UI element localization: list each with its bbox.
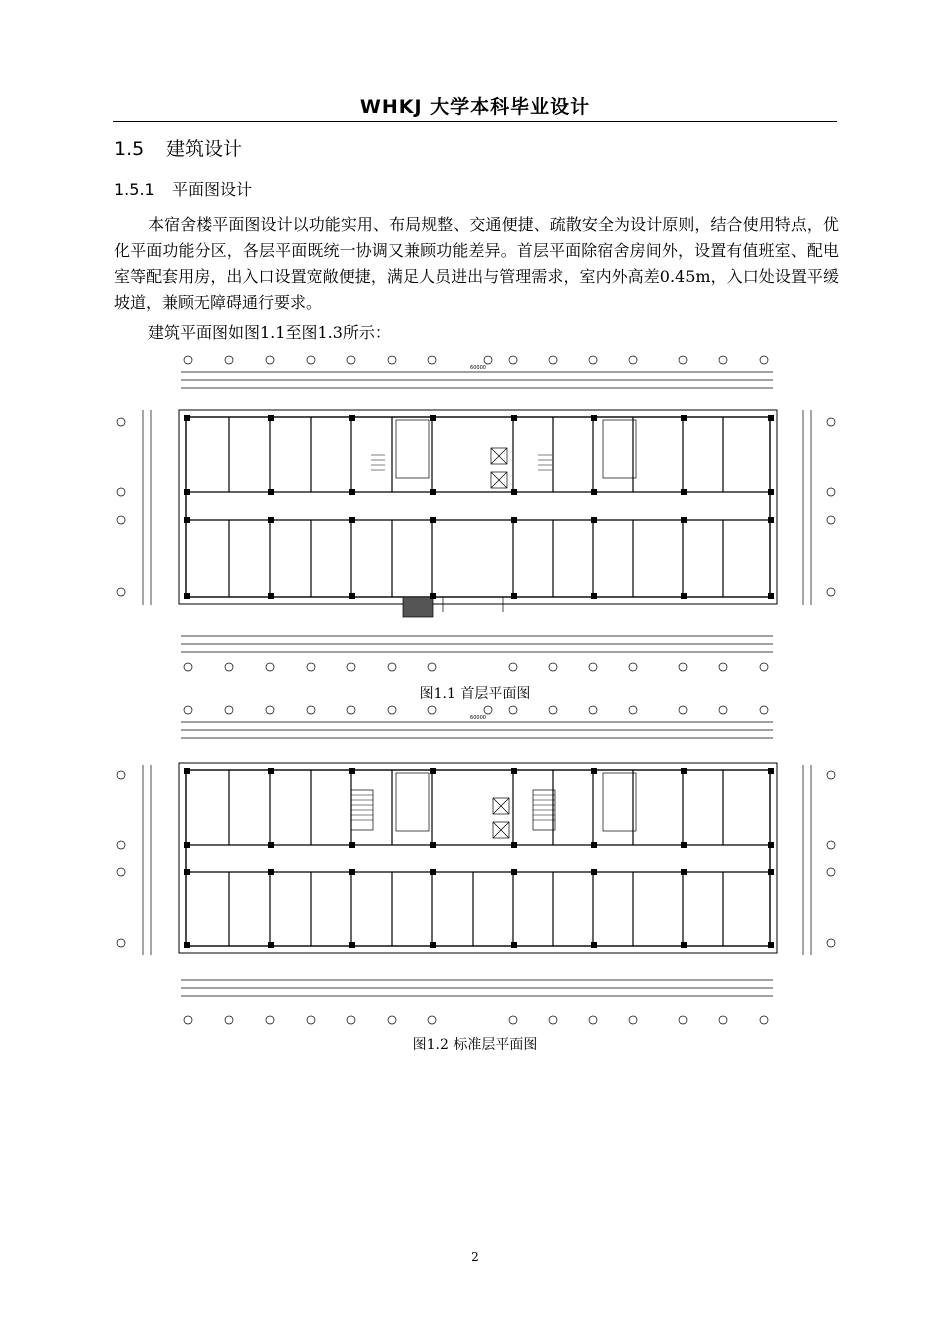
figure-caption-2: 图1.2 标准层平面图 [412,1037,538,1053]
section-title: 建筑设计 [166,138,243,160]
figure-caption-1: 图1.1 首层平面图 [419,686,531,702]
top-total-dimension: 60000 [470,715,486,721]
bottom-axis-bubbles [184,663,768,671]
section-heading [114,134,242,161]
top-total-dimension: 60000 [470,365,486,371]
header-rule [113,121,837,122]
bottom-axis-bubbles [184,1016,768,1024]
subsection-title: 平面图设计 [172,180,253,199]
body-paragraph-2: 建筑平面图如图1.1至图1.3所示： [148,323,391,342]
top-axis-bubbles [184,706,768,714]
page-header: WHKJ 大学本科毕业设计 [359,96,591,118]
body-paragraph-1: 本宿舍楼平面图设计以功能实用、布局规整、交通便捷、疏散安全为设计原则，结合使用特点，优化平面功能分区，各层平面既统一协调又兼顾功能差异。首层平面除宿舍房间外，设置有值班室、配电室等配套用房，出入口设置宽敞便捷，满足人员进出与管理需求，室内外高差0.45m，入口处设置平缓坡道，兼顾无障碍通行要求。 [114,215,839,312]
page-number: 2 [471,1250,479,1264]
section-number: 1.5 [114,138,145,160]
ground-floor-plan [113,350,843,678]
subsection-number: 1.5.1 [114,180,155,199]
subsection-heading [114,177,252,200]
standard-floor-plan [113,700,843,1030]
top-axis-bubbles [184,356,768,364]
